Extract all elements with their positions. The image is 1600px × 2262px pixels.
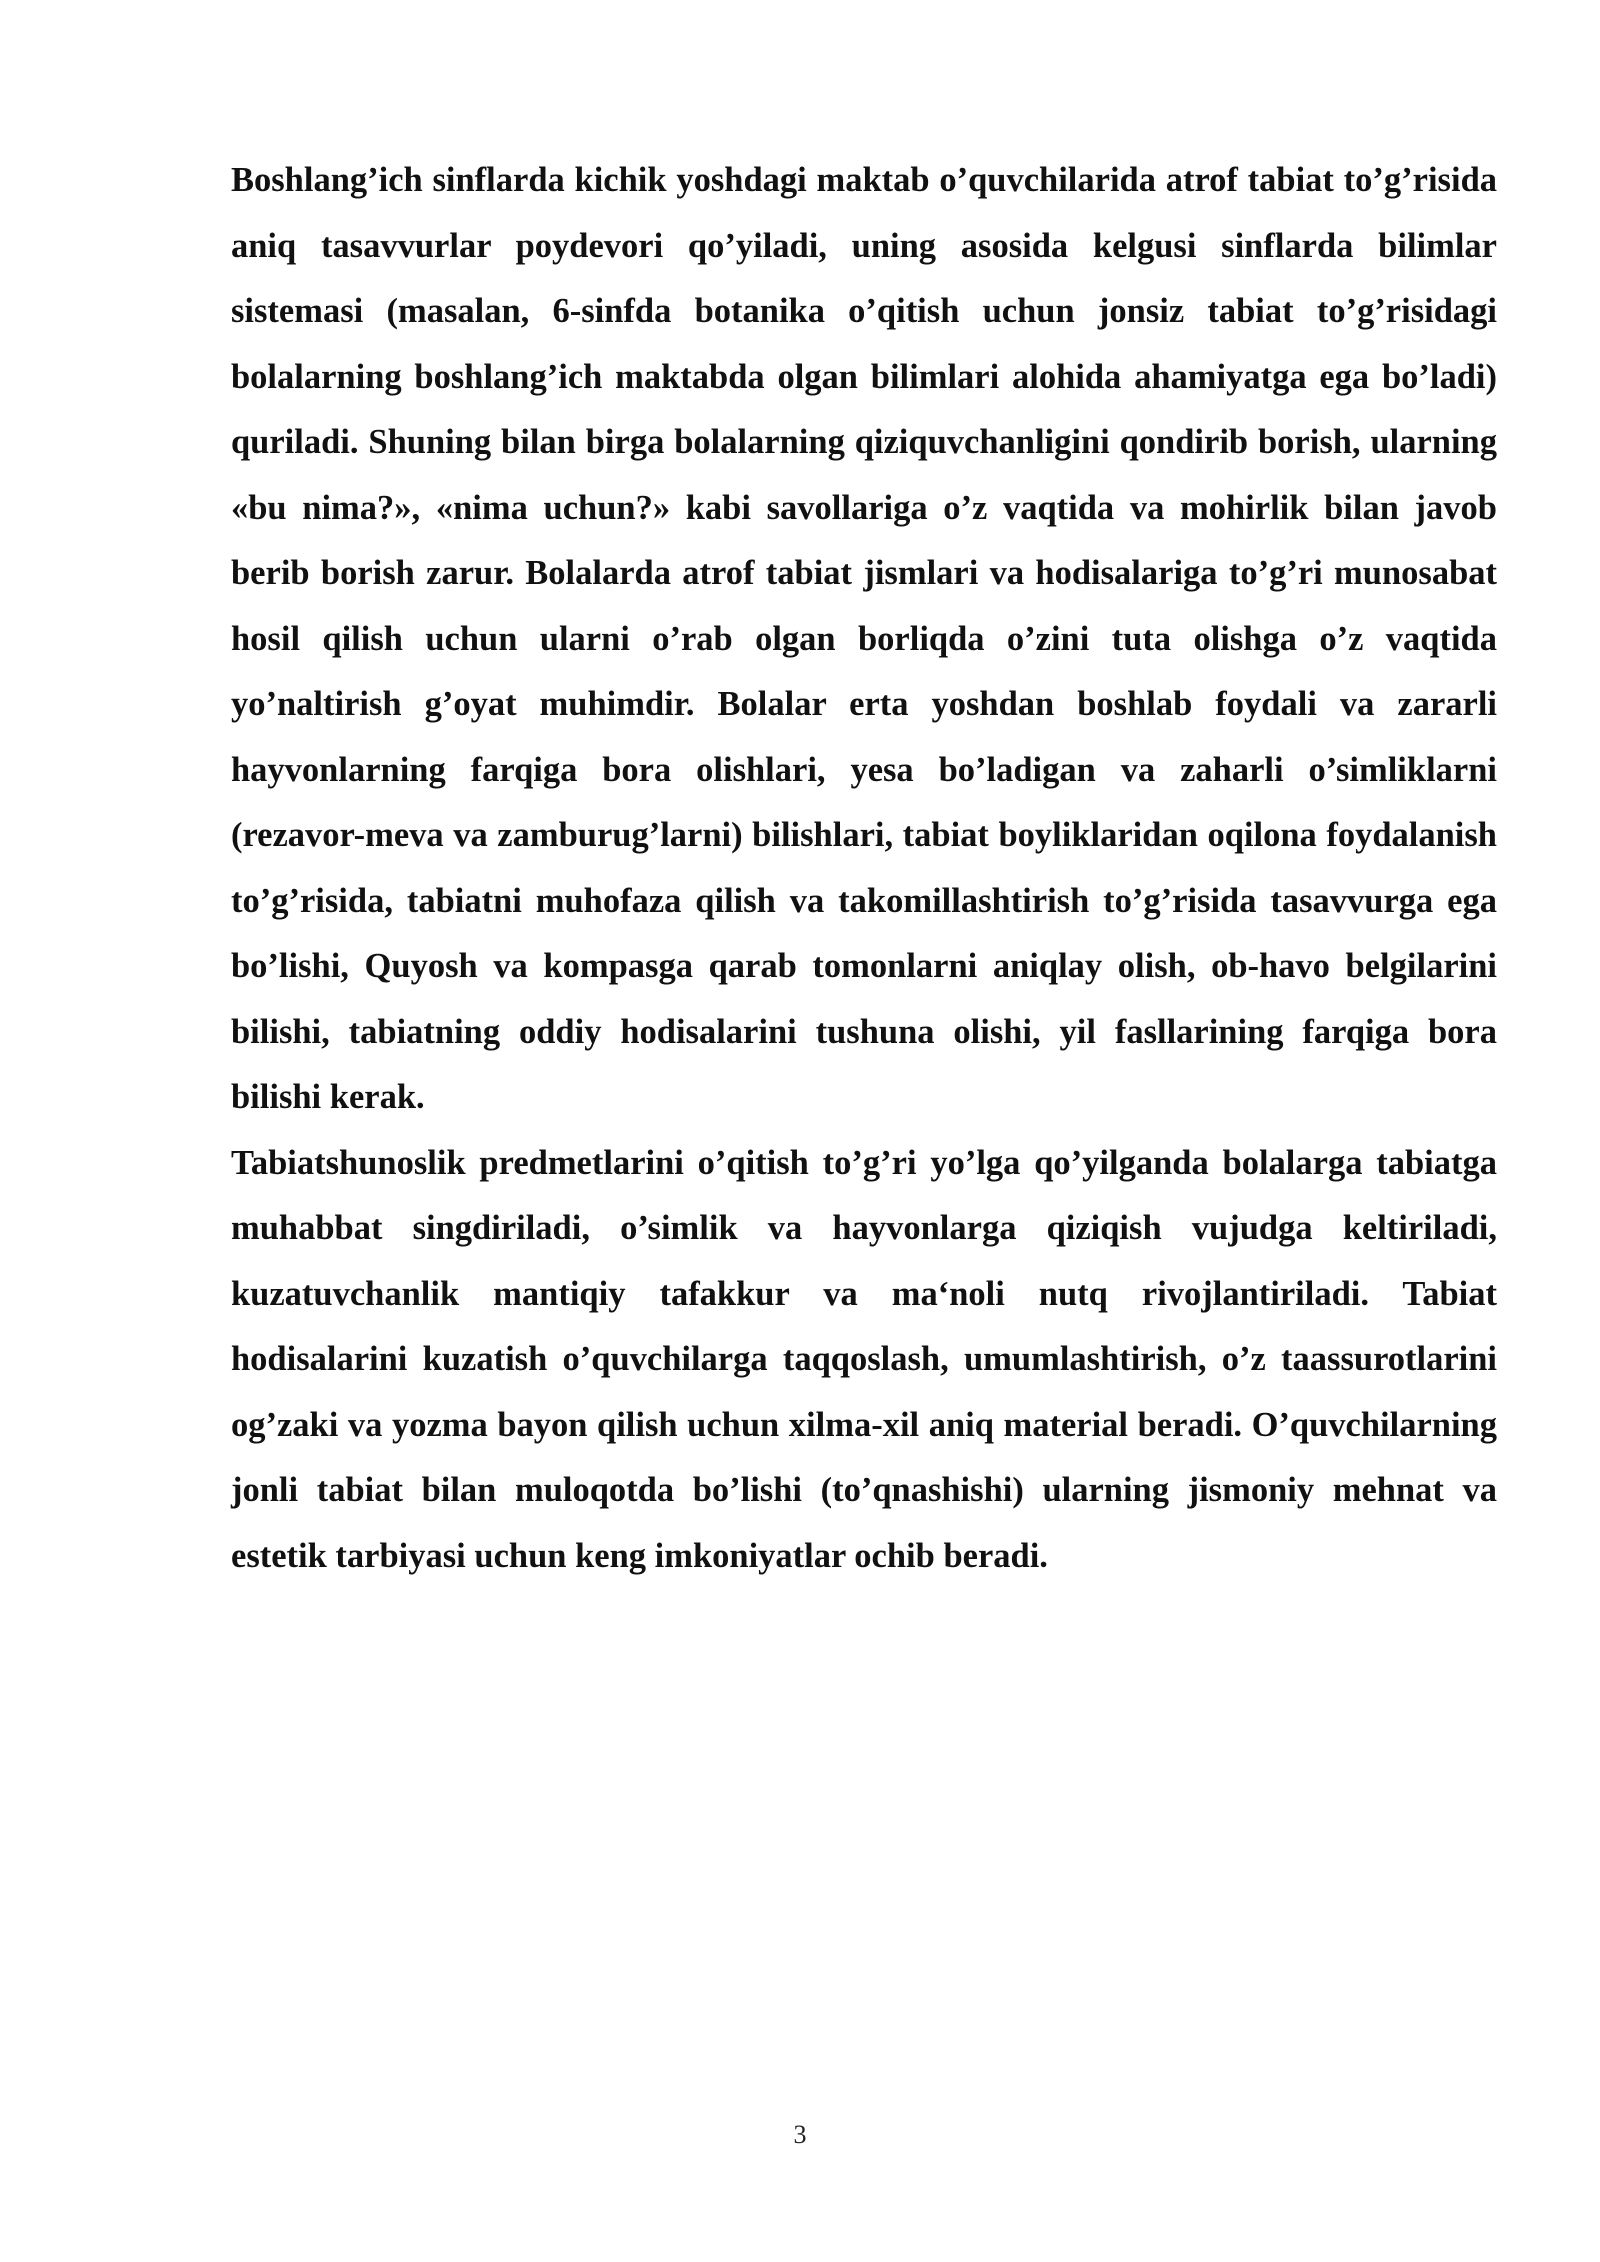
paragraph-1: Boshlang’ich sinflarda kichik yoshdagi maktab o’quvchilarida atrof tabiat to’g’risida aniq tasavvurlar poydevori qo’yiladi, uning asosida kelgusi sinflarda bilimlar sistemasi (masalan, 6-sinfda botanika o’qitish uchun jonsiz tabiat to’g’risidagi bolalarning boshlang’ich maktabda olgan bilimlari alohida ahamiyatga ega bo’ladi) quriladi. Shuning bilan birga bolalarning qiziquvchanligini qondirib borish, ularning «bu nima?», «nima uchun?» kabi savollariga o’z vaqtida va mohirlik bilan javob berib borish zarur. Bolalarda atrof tabiat jismlari va hodisalariga to’g’ri munosabat hosil qilish uchun ularni o’rab olgan borliqda o’zini tuta olishga o’z vaqtida yo’naltirish g’oyat muhimdir. Bolalar erta yoshdan boshlab foydali va zararli hayvonlarning farqiga bora olishlari, yesa bo’ladigan va zaharli o’simliklarni (rezavor-meva va zamburug’larni) bilishlari, tabiat boyliklaridan oqilona foydalanish to’g’risida, tabiatni muhofaza qilish va takomillashtirish to’g’risida tasavvurga ega bo’lishi, Quyosh va kompasga qarab tomonlarni aniqlay olish, ob-havo belgilarini bilishi, tabiatning oddiy hodisalarini tushuna olishi, yil fasllarining farqiga bora bilishi kerak. bbox=[231, 161, 1497, 1116]
paragraph-2: Tabiatshunoslik predmetlarini o’qitish to’g’ri yo’lga qo’yilganda bolalarga tabiatga muhabbat singdiriladi, o’simlik va hayvonlarga qiziqish vujudga keltiriladi, kuzatuvchanlik mantiqiy tafakkur va ma‘noli nutq rivojlantiriladi. Tabiat hodisalarini kuzatish o’quvchilarga taqqoslash, umumlashtirish, o’z taassurotlarini og’zaki va yozma bayon qilish uchun xilma-xil aniq material beradi. O’quvchilarning jonli tabiat bilan muloqotda bo’lishi (to’qnashishi) ularning jismoniy mehnat va estetik tarbiyasi uchun keng imkoniyatlar ochib beradi. bbox=[231, 1143, 1497, 1575]
page-number: 3 bbox=[793, 2120, 807, 2149]
body-text bbox=[231, 148, 1497, 1589]
